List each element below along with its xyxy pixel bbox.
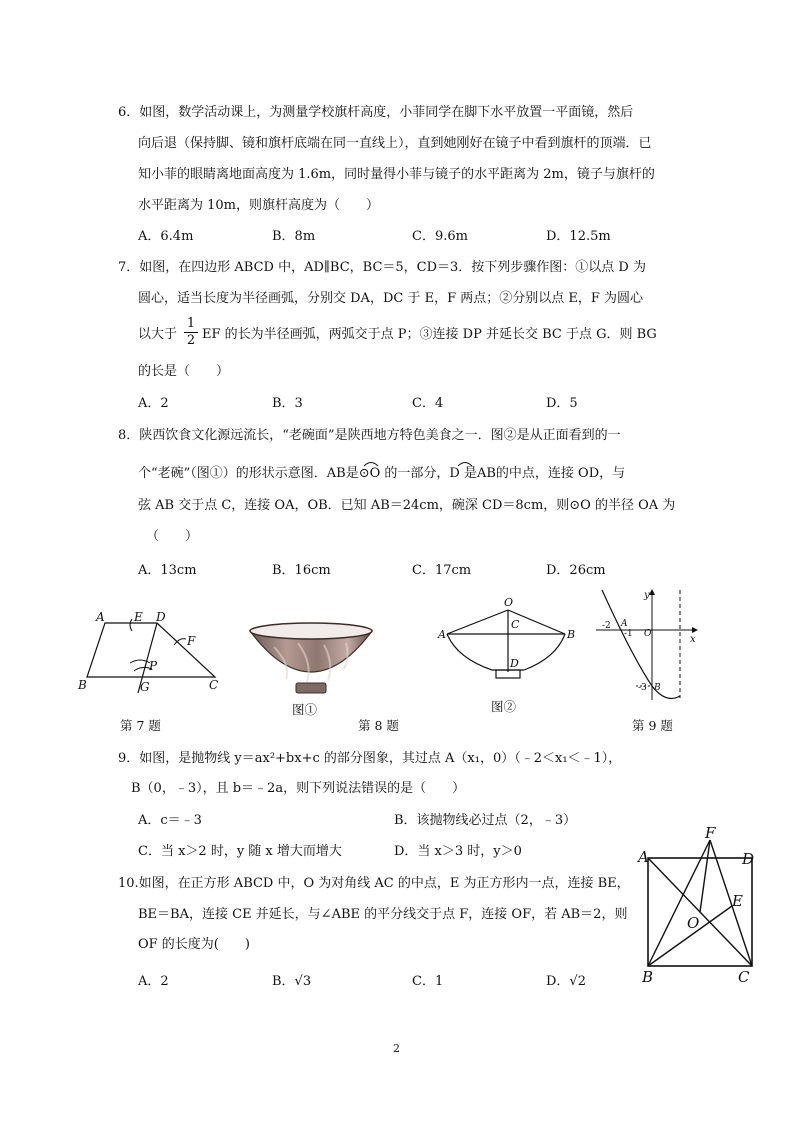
- label-o: O: [504, 596, 514, 609]
- bowl-rim: [250, 623, 372, 639]
- arc-marks: [362, 458, 482, 468]
- fraction-denominator: 2: [184, 332, 198, 349]
- arc-ab-mark-1: [364, 463, 378, 467]
- caption-q7: 第 7 题: [120, 718, 161, 733]
- figure-10-square: [636, 822, 762, 984]
- q10-line-3: OF 的长度为( ): [138, 937, 250, 952]
- caption-figure-2: 图②: [491, 699, 517, 714]
- label-e: E: [732, 892, 743, 910]
- q6-option-a: A．6.4m: [138, 229, 194, 244]
- caption-q8: 第 8 题: [358, 718, 399, 733]
- arc-at-e: [130, 619, 132, 631]
- q8-option-d: D．26cm: [546, 563, 606, 578]
- y-axis-arrow: [649, 589, 655, 595]
- q9-line-1: 9．如图，是抛物线 y＝ax²+bx+c 的部分图象，其过点 A（x₁，0）（﹣2＜x₁＜﹣1），: [118, 751, 622, 766]
- q8-line-2: 个“老碗”（图①）的形状示意图．AB是⊙O 的一部分，D 是AB的中点，连接 OD，与: [138, 466, 626, 481]
- q10-option-d: D．√2: [546, 974, 586, 989]
- q7-line-3b: EF 的长为半径画弧，两弧交于点 P；③连接 DP 并延长交 BC 于点 G．则 BG: [202, 327, 657, 342]
- label-x: x: [690, 634, 696, 645]
- label-o: O: [644, 629, 652, 639]
- q7-option-d: D．5: [546, 396, 578, 411]
- q6-line-1: 6．如图，数学活动课上，为测量学校旗杆高度，小菲同学在脚下水平放置一平面镜，然后: [118, 105, 634, 120]
- q7-line-1: 7．如图，在四边形 ABCD 中，AD∥BC，BC＝5，CD＝3．按下列步骤作图：①以点 D 为: [118, 260, 646, 275]
- q6-option-d: D．12.5m: [546, 229, 611, 244]
- label-d: D: [156, 610, 166, 624]
- q10-line-2: BE＝BA，连接 CE 并延长，与∠ABE 的平分线交于点 F，连接 OF，若 AB＝2，则: [138, 907, 628, 922]
- label-g: G: [140, 680, 150, 694]
- segment-oa: [447, 610, 508, 634]
- label-o: O: [687, 914, 700, 932]
- q10-line-1: 10.如图，在正方形 ABCD 中，O 为对角线 AC 的中点，E 为正方形内一点，连接 BE，: [118, 876, 630, 891]
- label-e: E: [134, 610, 143, 624]
- q8-option-a: A．13cm: [138, 563, 197, 578]
- label-b: B: [654, 683, 661, 693]
- label-f: F: [187, 634, 196, 648]
- label-minus-2: -2: [602, 621, 611, 631]
- arc-ab: [447, 634, 565, 670]
- label-d: D: [742, 850, 755, 868]
- label-a: A: [438, 628, 446, 641]
- q7-option-b: B．3: [272, 396, 303, 411]
- q8-line-4: （ ）: [146, 529, 199, 544]
- q10-option-b: B．√3: [272, 974, 312, 989]
- label-minus-3: -3: [638, 683, 647, 693]
- label-a: A: [96, 610, 105, 624]
- label-y: y: [644, 590, 650, 601]
- q10-option-c: C．1: [412, 974, 444, 989]
- x-axis-arrow: [692, 627, 698, 633]
- label-p: P: [149, 659, 158, 673]
- caption-figure-1: 图①: [292, 702, 318, 717]
- q7-line-3a: 以大于: [138, 327, 178, 342]
- q7-line-4: 的长是（ ）: [138, 364, 230, 379]
- q6-option-c: C．9.6m: [412, 229, 468, 244]
- label-minus-1: -1: [624, 629, 633, 639]
- figure-8-diagram: [430, 594, 580, 689]
- q6-line-2: 向后退（保持脚、镜和旗杆底端在同一直线上），直到她刚好在镜子中看到旗杆的顶端．已: [138, 136, 652, 151]
- q9-option-b: B．该抛物线必过点（2，﹣3）: [394, 813, 577, 828]
- q8-line-1: 8．陕西饮食文化源远流长，“老碗面”是陕西地方特色美食之一．图②是从正面看到的一: [118, 428, 621, 443]
- label-a: A: [638, 848, 649, 866]
- q9-line-2: B（0，﹣3），且 b＝﹣2a，则下列说法错误的是（ ）: [131, 781, 466, 796]
- q8-line-3: 弦 AB 交于点 C，连接 OA，OB．已知 AB＝24cm，碗深 CD＝8cm，则⊙O 的半径 OA 为: [138, 498, 676, 513]
- bowl-foot: [296, 683, 326, 693]
- label-d: D: [510, 657, 519, 670]
- arc-ab-mark-2: [458, 463, 472, 467]
- q9-option-a: A．c＝﹣3: [138, 813, 202, 828]
- label-f: F: [705, 824, 716, 842]
- q6-line-4: 水平距离为 10m，则旗杆高度为（ ）: [138, 198, 380, 213]
- q9-option-c: C．当 x＞2 时，y 随 x 增大而增大: [138, 844, 342, 859]
- q7-option-c: C．4: [412, 396, 444, 411]
- label-b: B: [567, 628, 576, 641]
- label-b: B: [642, 968, 654, 984]
- figure-9-parabola: [592, 586, 702, 704]
- q9-option-d: D．当 x＞3 时，y＞0: [394, 844, 522, 859]
- q8-option-c: C．17cm: [412, 563, 472, 578]
- figure-7-trapezoid: [70, 605, 230, 700]
- label-a: A: [621, 619, 628, 629]
- label-c: C: [209, 678, 219, 692]
- q6-option-b: B．8m: [272, 229, 316, 244]
- figure-8-bowl-photo: [246, 617, 376, 697]
- q7-line-2: 圆心，适当长度为半径画弧，分别交 DA，DC 于 E，F 两点；②分别以点 E，F 为圆心: [138, 291, 643, 306]
- q8-option-b: B．16cm: [272, 563, 331, 578]
- label-b: B: [78, 678, 87, 692]
- page-number: 2: [393, 1042, 400, 1055]
- fraction-numerator: 1: [186, 316, 196, 331]
- q10-option-a: A．2: [138, 974, 169, 989]
- q7-fraction: [184, 316, 198, 349]
- caption-q9: 第 9 题: [632, 718, 673, 733]
- label-c: C: [511, 618, 520, 631]
- q6-line-3: 知小菲的眼睛离地面高度为 1.6m，同时量得小菲与镜子的水平距离为 2m，镜子与旗杆的: [138, 167, 655, 182]
- q7-option-a: A．2: [138, 396, 169, 411]
- label-c: C: [738, 968, 750, 984]
